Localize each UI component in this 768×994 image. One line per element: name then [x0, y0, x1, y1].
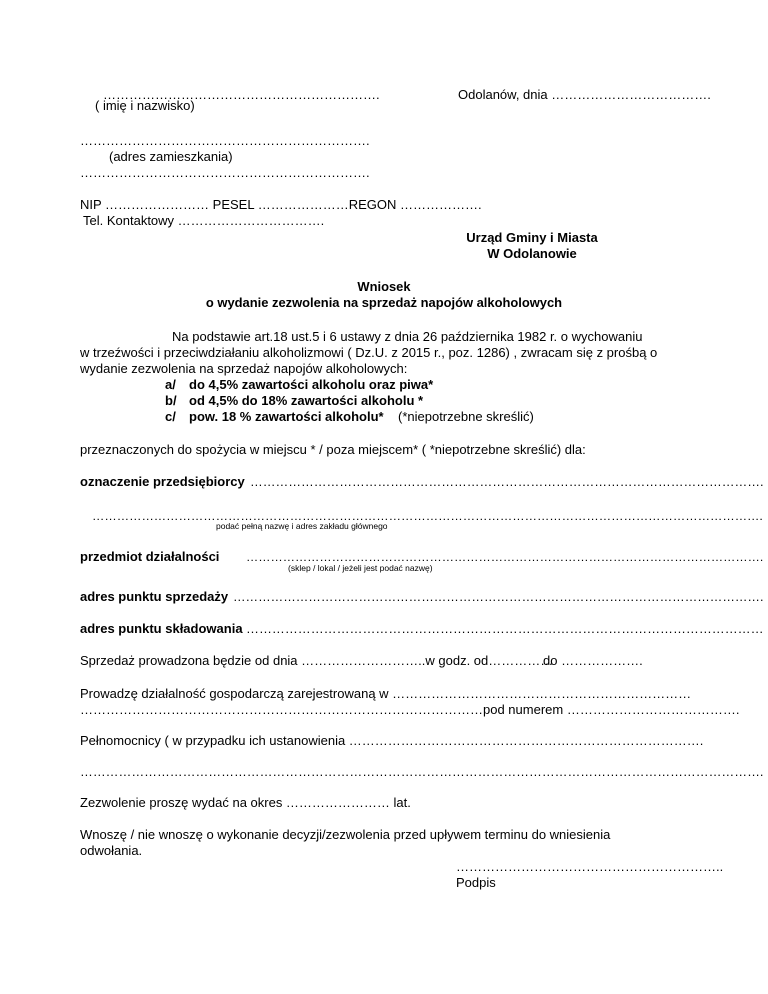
name-label: ( imię i nazwisko)	[95, 98, 195, 113]
option-b-letter: b/	[165, 393, 177, 408]
name-dots[interactable]: ……………………………………………………….	[103, 87, 380, 102]
option-a-letter: a/	[165, 377, 176, 392]
address-label: (adres zamieszkania)	[109, 149, 233, 164]
office-location: W Odolanowie	[487, 246, 577, 261]
place-date[interactable]: Odolanów, dnia ……………………………….	[458, 87, 711, 102]
intro-line-2: w trzeźwości i przeciwdziałaniu alkoholizmowi ( Dz.U. z 2015 r., poz. 1286) , zwracam się z prośbą o	[80, 345, 658, 360]
option-c[interactable]: pow. 18 % zawartości alkoholu*	[189, 409, 384, 424]
sale-hours-line[interactable]: Sprzedaż prowadzona będzie od dnia ………………………..w godz. od……………	[80, 653, 554, 668]
option-b[interactable]: od 4,5% do 18% zawartości alkoholu *	[189, 393, 424, 408]
storage-label: adres punktu składowania	[80, 621, 243, 636]
entrepreneur-dots[interactable]: ………………………………………………………………………………………………………….	[250, 474, 764, 489]
ids-line[interactable]: NIP …………………… PESEL …………………REGON ……………….	[80, 197, 482, 212]
activity-dots[interactable]: ……………………………………………………………………………………………………………….	[246, 550, 764, 564]
activity-hint: (sklep / lokal / jeżeli jest podać nazwę)	[288, 563, 433, 573]
sale-point-dots[interactable]: ……………………………………………………………………………………………………………….	[233, 590, 764, 604]
address-dots-1[interactable]: ………………………………………………………….	[80, 133, 370, 148]
signature-label: Podpis	[456, 875, 496, 890]
proxies-dots[interactable]: …………………………………………………………………………………………………………………………………………….	[80, 764, 764, 779]
consumption-line[interactable]: przeznaczonych do spożycia w miejscu * / poza miejscem* ( *niepotrzebne skreślić) dla:	[80, 442, 586, 457]
execution-line-2: odwołania.	[80, 843, 143, 858]
execution-line-1[interactable]: Wnoszę / nie wnoszę o wykonanie decyzji/zezwolenia przed upływem terminu do wniesienia	[80, 827, 611, 842]
proxies-line[interactable]: Pełnomocnicy ( w przypadku ich ustanowienia ……………………………………………………………………….	[80, 733, 704, 748]
signature-dots[interactable]: ……………………………………………………..	[456, 859, 724, 874]
phone-line[interactable]: Tel. Kontaktowy …………………………….	[83, 213, 325, 228]
option-c-letter: c/	[165, 409, 176, 424]
registered-line-2[interactable]: …………………………………………………………………………………pod numerem ………………………………….	[80, 702, 740, 717]
document-subtitle: o wydanie zezwolenia na sprzedaż napojów alkoholowych	[205, 295, 563, 310]
document-title: Wniosek	[357, 279, 411, 294]
sale-hours-to[interactable]: do ……………….	[543, 653, 643, 668]
storage-dots[interactable]: …………………………………………………………………………………………………………	[246, 621, 764, 636]
registered-line-1[interactable]: Prowadzę działalność gospodarczą zarejestrowaną w ……………………………………………………………	[80, 686, 692, 701]
option-a[interactable]: do 4,5% zawartości alkoholu oraz piwa*	[189, 377, 434, 392]
address-dots-2[interactable]: ………………………………………………………….	[80, 165, 370, 180]
office-name: Urząd Gminy i Miasta	[466, 230, 598, 245]
period-line[interactable]: Zezwolenie proszę wydać na okres …………………… lat.	[80, 795, 411, 810]
intro-line-3: wydanie zezwolenia na sprzedaż napojów alkoholowych:	[80, 361, 408, 376]
option-c-note: (*niepotrzebne skreślić)	[398, 409, 534, 424]
entrepreneur-dots-2[interactable]: ……………………………………………………………………………………………………………………………………………….	[92, 509, 763, 523]
intro-line-1: Na podstawie art.18 ust.5 i 6 ustawy z dnia 26 października 1982 r. o wychowaniu	[172, 329, 643, 344]
activity-label: przedmiot działalności	[80, 549, 220, 564]
sale-point-label: adres punktu sprzedaży	[80, 589, 229, 604]
entrepreneur-hint: podać pełną nazwę i adres zakładu głównego	[216, 521, 388, 531]
entrepreneur-label: oznaczenie przedsiębiorcy	[80, 474, 245, 489]
